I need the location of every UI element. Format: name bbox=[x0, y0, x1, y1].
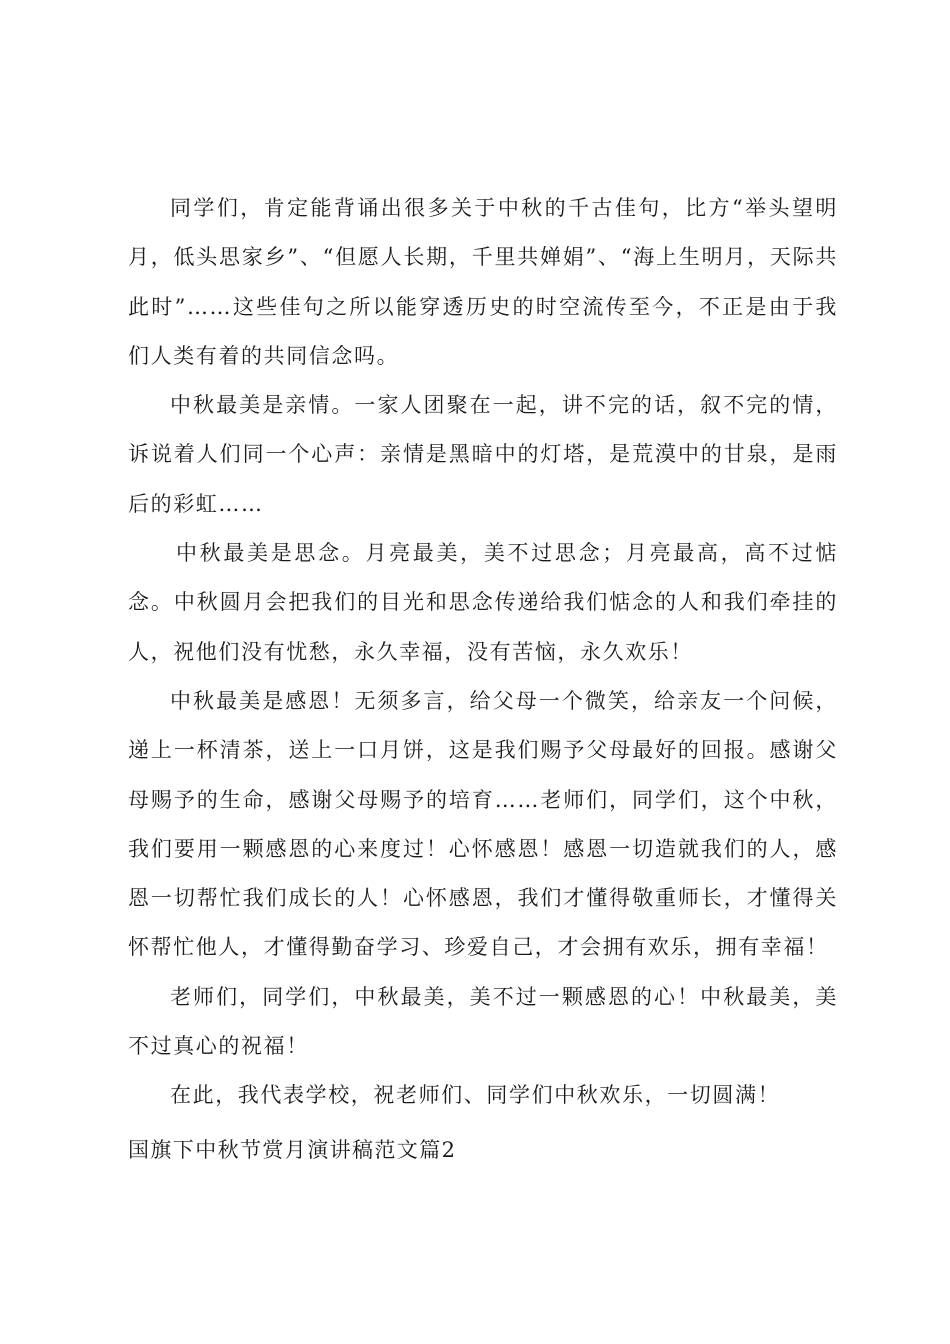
paragraph-family-love: 中秋最美是亲情。一家人团聚在一起，讲不完的话，叙不完的情，诉说着人们同一个心声：亲情是黑暗中的灯塔，是荒漠中的甘泉，是雨后的彩虹…… bbox=[128, 393, 838, 516]
section-heading: 国旗下中秋节赏月演讲稿范文篇2 bbox=[128, 1138, 457, 1162]
speech-body bbox=[128, 184, 838, 1121]
paragraph-gratitude: 中秋最美是感恩！无须多言，给父母一个微笑，给亲友一个问候，递上一杯清茶，送上一口月饼，这是我们赐予父母最好的回报。感谢父母赐予的生命，感谢父母赐予的培育……老师们，同学们，这个中秋，我们要用一颗感恩的心来度过！心怀感恩！感恩一切造就我们的人，感恩一切帮忙我们成长的人！心怀感恩，我们才懂得敬重师长，才懂得关怀帮忙他人，才懂得勤奋学习、珍爱自己，才会拥有欢乐，拥有幸福！ bbox=[128, 688, 838, 960]
paragraph-closing-wishes: 在此，我代表学校，祝老师们、同学们中秋欢乐，一切圆满！ bbox=[170, 1083, 781, 1108]
paragraph-classic-verses: 同学们，肯定能背诵出很多关于中秋的千古佳句，比方“举头望明月，低头思家乡”、“但愿人长期，千里共婵娟”、“海上生明月，天际共此时”……这些佳句之所以能穿透历史的时空流传至今，不正是由于我们人类有着的共同信念吗。 bbox=[128, 196, 838, 368]
paragraph-longing: 中秋最美是思念。月亮最美，美不过思念；月亮最高，高不过惦念。中秋圆月会把我们的目光和思念传递给我们惦念的人和我们牵挂的人，祝他们没有忧愁，永久幸福，没有苦恼，永久欢乐！ bbox=[128, 541, 838, 664]
paragraph-grateful-heart: 老师们，同学们，中秋最美，美不过一颗感恩的心！中秋最美，美不过真心的祝福！ bbox=[128, 984, 838, 1059]
